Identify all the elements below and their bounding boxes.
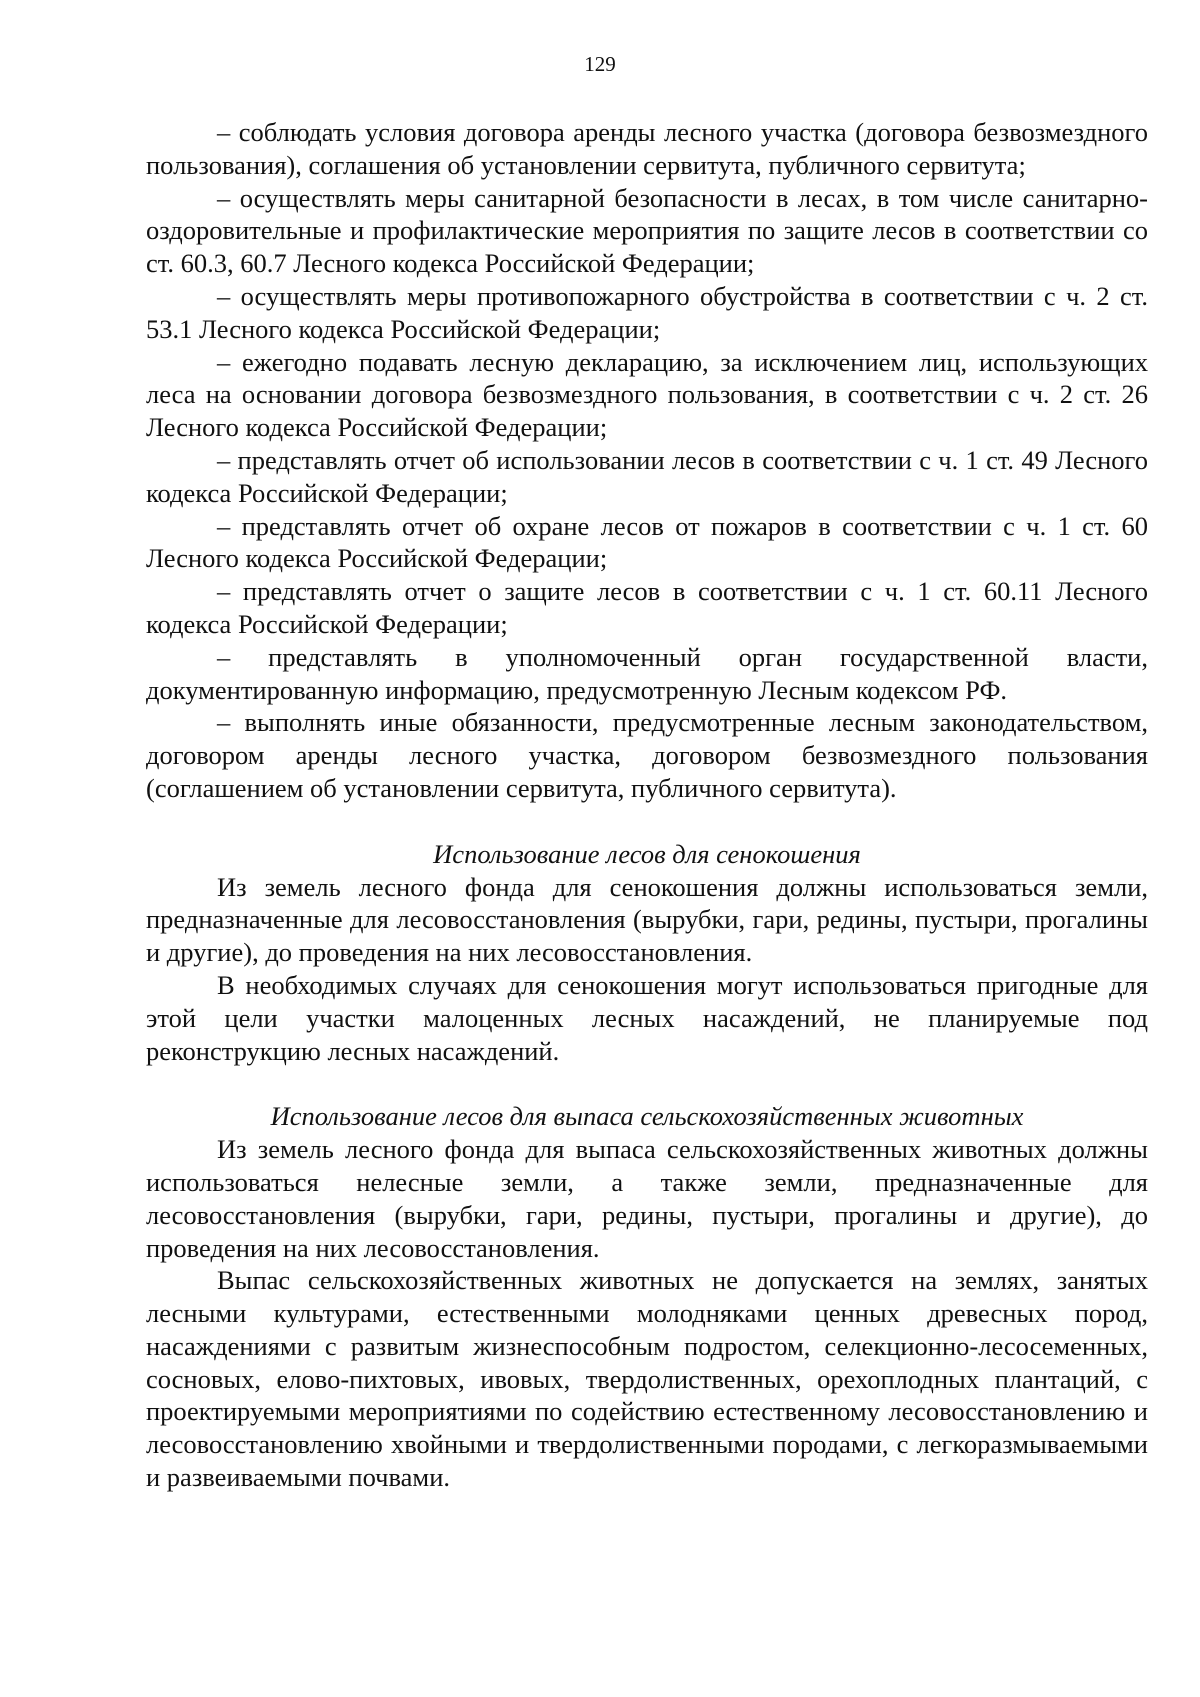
paragraph: Выпас сельскохозяйственных животных не допускается на землях, занятых лесными культурами, естественными молодняками ценных древесных пород, насаждениями с развитым жизнеспособным подростом, селекционно-лесосеменных, сосновых, елово-пихтовых, ивовых, твердолиственных, орехоплодных плантаций, с проектируемыми мероприятиями по содействию естественному лесовосстановлению и лесовосстановлению хвойными и твердолиственными породами, с легкоразмываемыми и развеиваемыми почвами. (146, 1265, 1148, 1493)
section-heading-grazing: Использование лесов для выпаса сельскохозяйственных животных (270, 1101, 1024, 1132)
spacer (146, 805, 1148, 838)
obligation-item: – представлять отчет о защите лесов в соответствии с ч. 1 ст. 60.11 Лесного кодекса Российской Федерации; (146, 576, 1148, 639)
paragraph: В необходимых случаях для сенокошения могут использоваться пригодные для этой цели участки малоценных лесных насаждений, не планируемые под реконструкцию лесных насаждений. (146, 969, 1148, 1066)
obligation-item: – осуществлять меры противопожарного обустройства в соответствии с ч. 2 ст. 53.1 Лесного кодекса Российской Федерации; (146, 280, 1148, 344)
obligation-item: – представлять отчет об охране лесов от пожаров в соответствии с ч. 1 ст. 60 Лесного кодекса Российской Федерации; (146, 510, 1148, 574)
obligation-item: – представлять в уполномоченный орган государственной власти, документированную информацию, предусмотренную Лесным кодексом РФ. (146, 641, 1148, 705)
paragraph: Из земель лесного фонда для выпаса сельскохозяйственных животных должны использоваться нелесные земли, а также земли, предназначенные для лесовосстановления (вырубки, гари, редины, пустыри, прогалины и другие), до проведения на них лесовосстановления. (146, 1134, 1148, 1263)
document-body (146, 116, 1148, 1494)
section-heading-haymaking: Использование лесов для сенокошения (433, 838, 861, 869)
obligation-item: – представлять отчет об использовании лесов в соответствии с ч. 1 ст. 49 Лесного кодекса Российской Федерации; (146, 444, 1148, 508)
page-number: 129 (584, 52, 616, 76)
obligation-item: – соблюдать условия договора аренды лесного участка (договора безвозмездного пользования), соглашения об установлении сервитута, публичного сервитута; (146, 117, 1148, 180)
paragraph: Из земель лесного фонда для сенокошения должны использоваться земли, предназначенные для лесовосстановления (вырубки, гари, редины, пустыри, прогалины и другие), до проведения на них лесовосстановления. (146, 871, 1148, 968)
obligation-item: – выполнять иные обязанности, предусмотренные лесным законодательством, договором аренды лесного участка, договором безвозмездного пользования (соглашением об установлении сервитута, публичного сервитута). (146, 707, 1148, 803)
obligation-item: – ежегодно подавать лесную декларацию, за исключением лиц, использующих леса на основании договора безвозмездного пользования, в соответствии с ч. 2 ст. 26 Лесного кодекса Российской Федерации; (146, 346, 1148, 443)
spacer (146, 1067, 1148, 1100)
obligation-item: – осуществлять меры санитарной безопасности в лесах, в том числе санитарно-оздоровительные и профилактические мероприятия по защите лесов в соответствии со ст. 60.3, 60.7 Лесного кодекса Российской Федерации; (146, 182, 1148, 279)
